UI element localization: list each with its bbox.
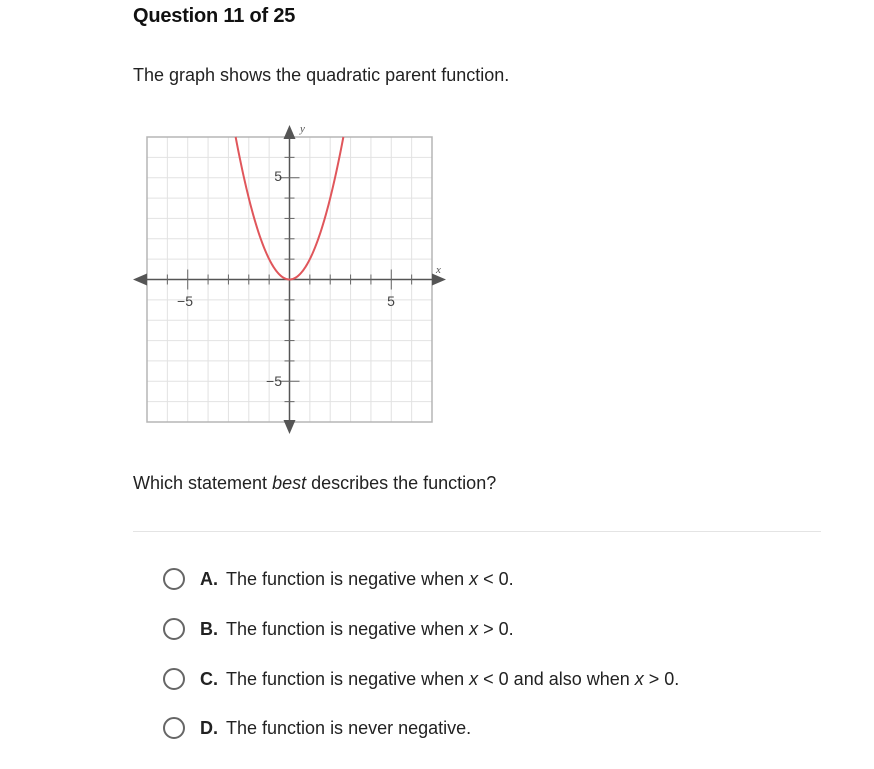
choice-text-b: The function is negative when x > 0. [226, 618, 514, 639]
x-axis-label: x [436, 264, 441, 276]
question-prompt: The graph shows the quadratic parent function. [133, 65, 510, 85]
choice-d[interactable] [163, 714, 471, 742]
choice-letter-a: A. [200, 568, 218, 589]
quadratic-graph [130, 118, 450, 443]
y-axis-label: y [300, 123, 305, 135]
choice-c[interactable] [163, 665, 679, 693]
question-counter: Question 11 of 25 [133, 5, 296, 27]
question-emphasis: best [272, 473, 307, 493]
choice-text-c: The function is negative when x < 0 and also when x > 0. [226, 668, 680, 689]
radio-button-a[interactable] [163, 568, 185, 590]
x-axis-arrow-left [133, 274, 147, 286]
question-text-after: describes the function? [306, 473, 497, 493]
y-tick-label-neg5: −5 [266, 373, 282, 389]
choice-letter-b: B. [200, 618, 218, 639]
question-text [133, 473, 496, 494]
y-axis-arrow-down [284, 420, 296, 434]
graph-svg [130, 118, 450, 443]
choice-a[interactable] [163, 565, 514, 593]
choice-b[interactable] [163, 615, 514, 643]
radio-button-d[interactable] [163, 717, 185, 739]
radio-button-b[interactable] [163, 618, 185, 640]
divider [133, 531, 821, 532]
y-tick-label-5: 5 [274, 168, 282, 184]
radio-button-c[interactable] [163, 668, 185, 690]
choice-text-a: The function is negative when x < 0. [226, 568, 514, 589]
choice-letter-d: D. [200, 717, 218, 738]
x-tick-label-neg5: −5 [177, 293, 193, 309]
x-tick-label-5: 5 [387, 293, 395, 309]
y-axis-arrow-up [284, 125, 296, 139]
choice-text-d: The function is never negative. [226, 717, 472, 738]
choice-letter-c: C. [200, 668, 218, 689]
question-text-before: Which statement [133, 473, 273, 493]
